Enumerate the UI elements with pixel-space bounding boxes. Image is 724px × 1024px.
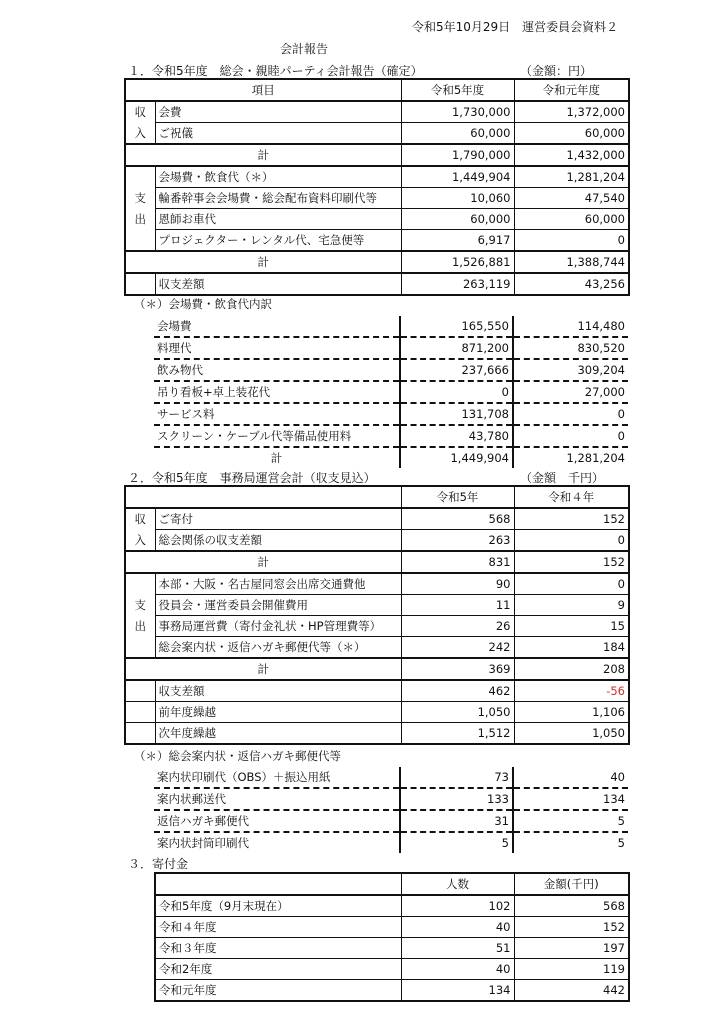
breakdown-value: 309,204 [513, 359, 628, 381]
section2-unit: （金額 千円） [520, 471, 605, 485]
expense-side-label: 出 [125, 616, 155, 637]
row-value: 568 [514, 895, 629, 917]
carry-next-row [125, 723, 629, 745]
section1-breakdown-table [154, 316, 628, 468]
expense-side-label: 支 [125, 595, 155, 616]
total-label: 計 [125, 144, 401, 166]
row-value: 1,281,204 [514, 166, 629, 188]
row-value: 11 [401, 595, 514, 616]
total-value: 1,790,000 [401, 144, 514, 166]
breakdown-label: 案内状印刷代（OBS）＋振込用紙 [154, 767, 400, 788]
total-label: 計 [125, 658, 401, 680]
row-value: 134 [401, 980, 514, 1002]
total-row [125, 251, 629, 273]
row-value: 197 [514, 938, 629, 959]
carry-next-value: 1,050 [514, 723, 629, 745]
row-value: 47,540 [514, 188, 629, 209]
row-value: 9 [514, 595, 629, 616]
col-header-r5: 令和5年度 [401, 79, 514, 101]
row-value: 152 [514, 917, 629, 938]
table-row [155, 980, 629, 1002]
total-value: 152 [514, 551, 629, 573]
col-header-amount: 金額(千円) [514, 873, 629, 895]
row-label: 令和４年度 [155, 917, 401, 938]
table-header-row [125, 79, 629, 101]
total-value: 831 [401, 551, 514, 573]
total-value: 1,432,000 [514, 144, 629, 166]
row-label: 会場費・飲食代（＊） [155, 166, 401, 188]
table-row [125, 595, 629, 616]
breakdown-value: 40 [513, 767, 628, 788]
total-row [125, 658, 629, 680]
breakdown-value: 5 [513, 810, 628, 832]
total-value: 208 [514, 658, 629, 680]
row-label: ご祝儀 [155, 123, 401, 145]
col-header-blank [125, 486, 401, 508]
expense-side-label: 出 [125, 209, 155, 230]
row-value: 119 [514, 959, 629, 980]
section1-heading: １．令和5年度 総会・親睦パーティ会計報告（確定） [128, 64, 423, 78]
table-row [125, 637, 629, 659]
income-side-label: 入 [125, 123, 155, 145]
breakdown-value: 27,000 [513, 381, 628, 403]
breakdown-row [154, 381, 628, 403]
balance-row [125, 273, 629, 295]
row-value: 15 [514, 616, 629, 637]
row-value: 40 [401, 917, 514, 938]
breakdown-value: 5 [513, 832, 628, 853]
section2-breakdown-title: （＊）総会案内状・返信ハガキ郵便代等 [134, 749, 341, 763]
total-row [125, 551, 629, 573]
row-value: 0 [514, 230, 629, 252]
section2-heading: ２．令和5年度 事務局運営会計（収支見込） [128, 471, 376, 485]
row-value: 102 [401, 895, 514, 917]
breakdown-row [154, 832, 628, 853]
breakdown-value: 31 [400, 810, 513, 832]
section2-table [124, 485, 630, 745]
blank-cell [125, 680, 155, 702]
col-header-item: 項目 [125, 79, 401, 101]
breakdown-label: 案内状郵送代 [154, 788, 400, 810]
row-value: 60,000 [401, 209, 514, 230]
breakdown-label: 飲み物代 [154, 359, 400, 381]
table-row [125, 530, 629, 552]
table-row [125, 230, 629, 252]
income-side-label: 収 [125, 101, 155, 123]
breakdown-value: 134 [513, 788, 628, 810]
row-value: 26 [401, 616, 514, 637]
breakdown-row [154, 337, 628, 359]
section2-breakdown-table [154, 767, 628, 853]
total-label: 計 [125, 251, 401, 273]
row-value: 263 [401, 530, 514, 552]
breakdown-value: 73 [400, 767, 513, 788]
expense-side-blank [125, 573, 155, 595]
row-value: 60,000 [401, 123, 514, 145]
total-label: 計 [125, 551, 401, 573]
breakdown-value: 0 [513, 425, 628, 447]
breakdown-value: 0 [400, 381, 513, 403]
table-row [125, 101, 629, 123]
row-value: 10,060 [401, 188, 514, 209]
breakdown-label: 会場費 [154, 316, 400, 337]
table-row [125, 616, 629, 637]
carry-next-value: 1,512 [401, 723, 514, 745]
row-value: 1,449,904 [401, 166, 514, 188]
breakdown-row [154, 425, 628, 447]
breakdown-value: 830,520 [513, 337, 628, 359]
breakdown-value: 114,480 [513, 316, 628, 337]
breakdown-row [154, 359, 628, 381]
section1-unit: （金額：円） [520, 64, 593, 78]
col-header-blank [155, 873, 401, 895]
row-label: 令和2年度 [155, 959, 401, 980]
balance-value: 43,256 [514, 273, 629, 295]
row-value: 442 [514, 980, 629, 1002]
breakdown-value: 131,708 [400, 403, 513, 425]
row-label: 総会関係の収支差額 [155, 530, 401, 552]
carry-next-label: 次年度繰越 [155, 723, 401, 745]
balance-value: 462 [401, 680, 514, 702]
section3-table [154, 872, 630, 1002]
breakdown-label: スクリーン・ケーブル代等備品使用料 [154, 425, 400, 447]
breakdown-value: 237,666 [400, 359, 513, 381]
breakdown-value: 871,200 [400, 337, 513, 359]
total-value: 369 [401, 658, 514, 680]
page-title: 会計報告 [280, 42, 329, 56]
blank-cell [125, 702, 155, 723]
balance-value: 263,119 [401, 273, 514, 295]
breakdown-row [154, 316, 628, 337]
col-header-r1: 令和元年度 [514, 79, 629, 101]
row-value: 0 [514, 530, 629, 552]
carry-prev-row [125, 702, 629, 723]
total-row [125, 144, 629, 166]
blank-cell [125, 723, 155, 745]
balance-label: 収支差額 [155, 273, 401, 295]
balance-row [125, 680, 629, 702]
breakdown-value: 5 [400, 832, 513, 853]
table-row [155, 959, 629, 980]
row-label: 輪番幹事会会場費・総会配布資料印刷代等 [155, 188, 401, 209]
row-label: 恩師お車代 [155, 209, 401, 230]
table-header-row [125, 486, 629, 508]
section1-table [124, 78, 630, 296]
breakdown-row [154, 403, 628, 425]
table-row [125, 166, 629, 188]
income-side-label: 収 [125, 508, 155, 530]
table-header-row [155, 873, 629, 895]
row-value: 60,000 [514, 123, 629, 145]
col-header-count: 人数 [401, 873, 514, 895]
expense-side-blank [125, 230, 155, 252]
row-value: 51 [401, 938, 514, 959]
carry-prev-value: 1,106 [514, 702, 629, 723]
balance-value-negative: -56 [514, 680, 629, 702]
row-value: 90 [401, 573, 514, 595]
carry-prev-value: 1,050 [401, 702, 514, 723]
blank-cell [125, 273, 155, 295]
row-label: ご寄付 [155, 508, 401, 530]
table-row [125, 573, 629, 595]
breakdown-label: サービス料 [154, 403, 400, 425]
breakdown-total-row [154, 447, 628, 468]
expense-side-blank [125, 637, 155, 659]
row-value: 0 [514, 573, 629, 595]
breakdown-value: 0 [513, 403, 628, 425]
section3-heading: ３．寄付金 [128, 857, 189, 871]
table-row [155, 917, 629, 938]
col-header-r4: 令和４年 [514, 486, 629, 508]
breakdown-row [154, 810, 628, 832]
breakdown-label: 案内状封筒印刷代 [157, 836, 249, 850]
breakdown-total-label: 計 [270, 451, 283, 465]
breakdown-row [154, 767, 628, 788]
breakdown-value: 43,780 [400, 425, 513, 447]
row-value: 242 [401, 637, 514, 659]
row-label: 事務局運営費（寄付金礼状・HP管理費等） [155, 616, 401, 637]
row-value: 60,000 [514, 209, 629, 230]
carry-prev-label: 前年度繰越 [155, 702, 401, 723]
row-value: 1,730,000 [401, 101, 514, 123]
breakdown-value: 133 [400, 788, 513, 810]
row-value: 6,917 [401, 230, 514, 252]
row-value: 40 [401, 959, 514, 980]
breakdown-row [154, 788, 628, 810]
breakdown-label: 返信ハガキ郵便代 [154, 810, 400, 832]
breakdown-total-value: 1,281,204 [513, 447, 628, 468]
row-label: 令和5年度（9月末現在） [155, 895, 401, 917]
row-label: 会費 [155, 101, 401, 123]
row-label: 令和３年度 [155, 938, 401, 959]
row-label: 総会案内状・返信ハガキ郵便代等（＊） [155, 637, 401, 659]
row-label: 本部・大阪・名古屋同窓会出席交通費他 [155, 573, 401, 595]
balance-label: 収支差額 [155, 680, 401, 702]
breakdown-total-value: 1,449,904 [400, 447, 513, 468]
row-value: 1,372,000 [514, 101, 629, 123]
document-date-header: 令和5年10月29日 運営委員会資料２ [412, 20, 619, 34]
income-side-label: 入 [125, 530, 155, 552]
row-value: 152 [514, 508, 629, 530]
breakdown-label: 吊り看板+卓上装花代 [154, 381, 400, 403]
table-row [125, 188, 629, 209]
row-label: 役員会・運営委員会開催費用 [155, 595, 401, 616]
total-value: 1,388,744 [514, 251, 629, 273]
breakdown-value: 165,550 [400, 316, 513, 337]
table-row [125, 209, 629, 230]
expense-side-label: 支 [125, 188, 155, 209]
breakdown-label: 料理代 [154, 337, 400, 359]
table-row [125, 508, 629, 530]
row-value: 568 [401, 508, 514, 530]
col-header-r5: 令和5年 [401, 486, 514, 508]
row-label: プロジェクター・レンタル代、宅急便等 [155, 230, 401, 252]
row-label: 令和元年度 [155, 980, 401, 1002]
total-value: 1,526,881 [401, 251, 514, 273]
table-row [155, 938, 629, 959]
table-row [125, 123, 629, 145]
row-value: 184 [514, 637, 629, 659]
table-row [155, 895, 629, 917]
section1-breakdown-title: （＊）会場費・飲食代内訳 [134, 297, 272, 311]
expense-side-blank [125, 166, 155, 188]
